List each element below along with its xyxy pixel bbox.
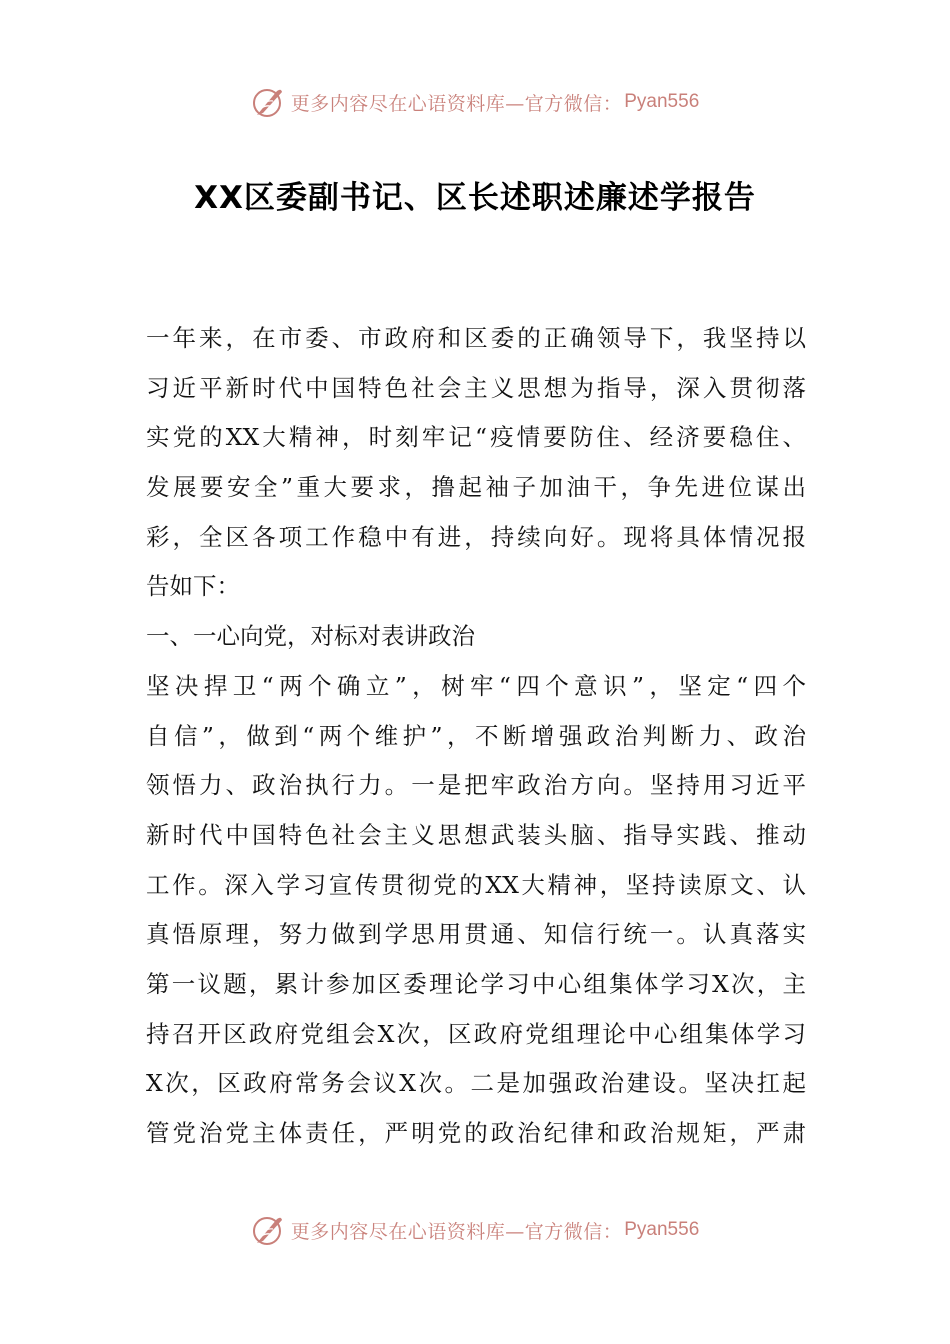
body-line: 真悟原理，努力做到学思用贯通、知信行统一。认真落实 — [146, 920, 806, 949]
quill-logo-icon — [251, 85, 285, 119]
body-line: 管党治党主体责任，严明党的政治纪律和政治规矩，严肃 — [146, 1119, 806, 1147]
body-line: 发展要安全”重大要求，撸起袖子加油干，争先进位谋出 — [146, 473, 806, 502]
body-line: 自信”，做到“两个维护”，不断增强政治判断力、政治 — [146, 721, 806, 750]
body-line: 实党的XX大精神，时刻牢记“疫情要防住、经济要稳住、 — [146, 423, 806, 452]
watermark-wechat-id: Pyan556 — [624, 91, 700, 112]
body-line: 第一议题，累计参加区委理论学习中心组集体学习X次，主 — [146, 969, 806, 998]
section-heading: 一、一心向党，对标对表讲政治 — [146, 622, 475, 651]
body-line: 坚决捍卫“两个确立”，树牢“四个意识”，坚定“四个 — [146, 671, 806, 700]
body-line: 持召开区政府党组会X次，区政府党组理论中心组集体学习 — [146, 1019, 806, 1048]
body-line: 新时代中国特色社会主义思想武装头脑、指导实践、推动 — [146, 820, 806, 849]
body-line: X次，区政府常务会议X次。二是加强政治建设。坚决扛起 — [146, 1069, 806, 1098]
body-line: 彩，全区各项工作稳中有进，持续向好。现将具体情况报 — [146, 522, 806, 551]
body-line: 告如下： — [146, 572, 240, 601]
watermark-footer — [0, 1210, 950, 1250]
document-body — [146, 314, 806, 1159]
watermark-wechat-id: Pyan556 — [624, 1219, 700, 1240]
quill-logo-icon — [251, 1213, 285, 1247]
body-line: 习近平新时代中国特色社会主义思想为指导，深入贯彻落 — [146, 373, 806, 402]
body-line: 工作。深入学习宣传贯彻党的XX大精神，坚持读原文、认 — [146, 870, 806, 899]
body-line: 领悟力、政治执行力。一是把牢政治方向。坚持用习近平 — [146, 771, 806, 800]
document-title: XX区委副书记、区长述职述廉述学报告 — [194, 180, 756, 216]
watermark-text: 更多内容尽在心语资料库—官方微信： — [290, 1220, 623, 1243]
body-line: 一年来，在市委、市政府和区委的正确领导下，我坚持以 — [146, 324, 806, 352]
watermark-text: 更多内容尽在心语资料库—官方微信： — [290, 92, 623, 115]
watermark-header — [0, 82, 950, 122]
